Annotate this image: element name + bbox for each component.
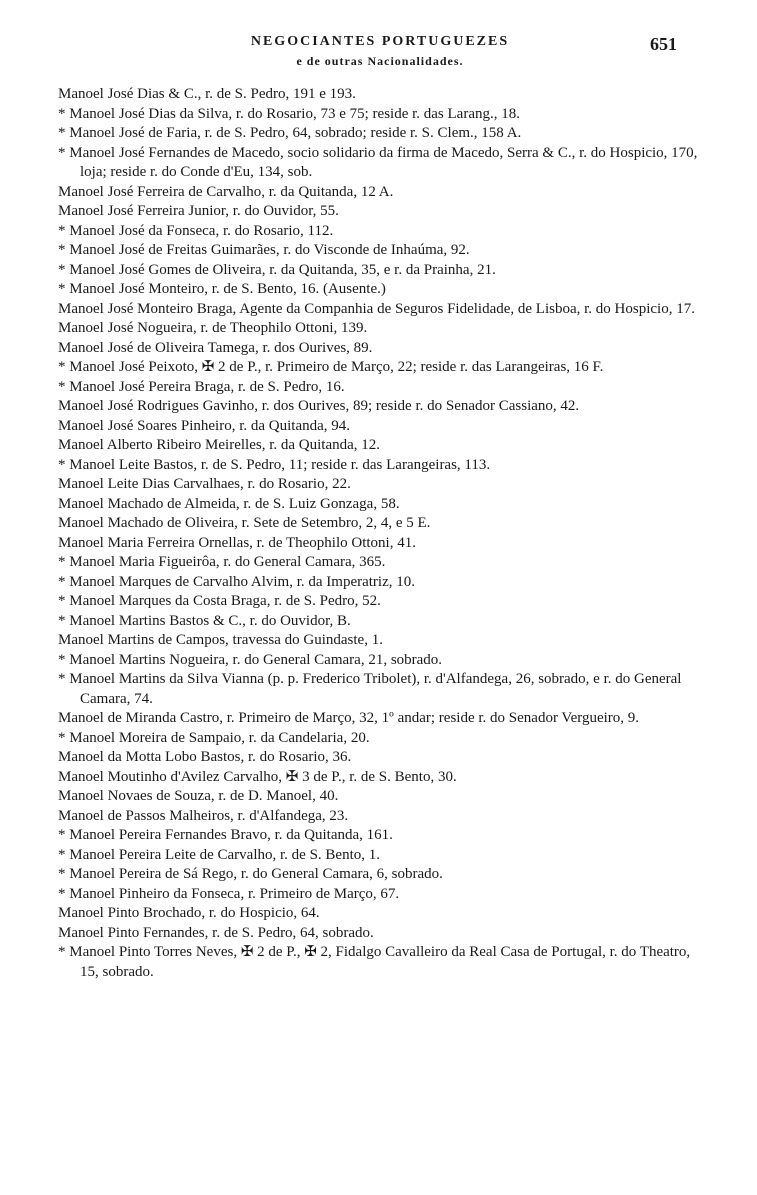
list-item: * Manoel José Dias da Silva, r. do Rosario, 73 e 75; reside r. das Larang., 18. [58,105,520,122]
list-item: Manoel Moutinho d'Avilez Carvalho, ✠ 3 de P., r. de S. Bento, 30. [58,768,457,785]
list-item: * Manoel José de Faria, r. de S. Pedro, 64, sobrado; reside r. S. Clem., 158 A. [58,125,522,141]
list-item: * Manoel José Pereira Braga, r. de S. Pedro, 16. [58,378,345,395]
list-item: Manoel Martins de Campos, travessa do Guindaste, 1. [58,632,383,648]
list-item: Manoel José Monteiro Braga, Agente da Companhia de Seguros Fidelidade, de Lisboa, r. do Hospicio, 17. [58,300,695,317]
list-item: * Manoel Martins Bastos & C., r. do Ouvidor, B. [58,612,351,629]
list-item: * Manoel José de Freitas Guimarães, r. do Visconde de Inhaúma, 92. [58,242,470,258]
list-item: * Manoel Pinto Torres Neves, ✠ 2 de P., ✠ 2, Fidalgo Cavalleiro da Real Casa de Portugal, r. do Theatro, 15, sobrado. [58,944,691,980]
list-item: * Manoel José Fernandes de Macedo, socio solidario da firma de Macedo, Serra & C., r. do Hospicio, 170, loja; reside r. do Conde d'Eu, 134, sob. [58,144,698,180]
list-item: * Manoel José Peixoto, ✠ 2 de P., r. Primeiro de Março, 22; reside r. das Larangeiras, 16 F. [58,359,604,375]
list-item: Manoel José de Oliveira Tamega, r. dos Ourives, 89. [58,339,373,356]
list-item: Manoel Machado de Almeida, r. de S. Luiz Gonzaga, 58. [58,495,400,512]
list-item: Manoel José Nogueira, r. de Theophilo Ottoni, 139. [58,320,368,336]
list-item: * Manoel José Gomes de Oliveira, r. da Quitanda, 35, e r. da Prainha, 21. [58,261,496,278]
list-item: * Manoel Marques da Costa Braga, r. de S. Pedro, 52. [58,593,381,609]
list-item: Manoel José Rodrigues Gavinho, r. dos Ourives, 89; reside r. do Senador Cassiano, 42. [58,398,580,414]
page-number: 651 [650,34,677,54]
list-item: * Manoel Pinheiro da Fonseca, r. Primeiro de Março, 67. [58,885,400,902]
list-item: * Manoel Pereira de Sá Rego, r. do General Camara, 6, sobrado. [58,866,443,882]
list-item: Manoel Machado de Oliveira, r. Sete de Setembro, 2, 4, e 5 E. [58,515,431,531]
list-item: Manoel Pinto Brochado, r. do Hospicio, 64. [58,905,320,921]
list-item: Manoel de Miranda Castro, r. Primeiro de Março, 32, 1º andar; reside r. do Senador Vergueiro, 9. [58,710,640,726]
entry-list [58,85,708,982]
list-item: * Manoel Moreira de Sampaio, r. da Candelaria, 20. [58,729,370,746]
list-item: * Manoel Marques de Carvalho Alvim, r. da Imperatriz, 10. [58,573,415,590]
list-item: * Manoel Pereira Fernandes Bravo, r. da Quitanda, 161. [58,827,393,843]
list-item: Manoel Novaes de Souza, r. de D. Manoel, 40. [58,788,339,804]
list-item: * Manoel José da Fonseca, r. do Rosario, 112. [58,222,334,239]
list-item: * Manoel Martins da Silva Vianna (p. p. Frederico Tribolet), r. d'Alfandega, 26, sobrado, e r. do General Camara, 74. [58,671,682,707]
list-item: Manoel Leite Dias Carvalhaes, r. do Rosario, 22. [58,476,351,492]
list-item: * Manoel Pereira Leite de Carvalho, r. de S. Bento, 1. [58,846,380,863]
list-item: Manoel José Ferreira Junior, r. do Ouvidor, 55. [58,203,339,219]
page-subtitle: e de outras Nacionalidades. [296,54,464,68]
list-item: Manoel José Soares Pinheiro, r. da Quitanda, 94. [58,417,351,434]
list-item: Manoel José Ferreira de Carvalho, r. da Quitanda, 12 A. [58,183,394,200]
list-item: * Manoel Maria Figueirôa, r. do General Camara, 365. [58,554,386,570]
list-item: * Manoel Leite Bastos, r. de S. Pedro, 11; reside r. das Larangeiras, 113. [58,456,491,473]
list-item: Manoel Pinto Fernandes, r. de S. Pedro, 64, sobrado. [58,924,374,941]
page-header [0,34,757,78]
page-title: NEGOCIANTES PORTUGUEZES [250,34,510,49]
list-item: * Manoel José Monteiro, r. de S. Bento, 16. (Ausente.) [58,281,386,297]
list-item: Manoel Alberto Ribeiro Meirelles, r. da Quitanda, 12. [58,437,381,453]
list-item: Manoel José Dias & C., r. de S. Pedro, 191 e 193. [58,86,356,102]
list-item: Manoel Maria Ferreira Ornellas, r. de Theophilo Ottoni, 41. [58,534,416,551]
list-item: * Manoel Martins Nogueira, r. do General Camara, 21, sobrado. [58,651,443,668]
list-item: Manoel de Passos Malheiros, r. d'Alfandega, 23. [58,807,349,824]
list-item: Manoel da Motta Lobo Bastos, r. do Rosario, 36. [58,749,352,765]
